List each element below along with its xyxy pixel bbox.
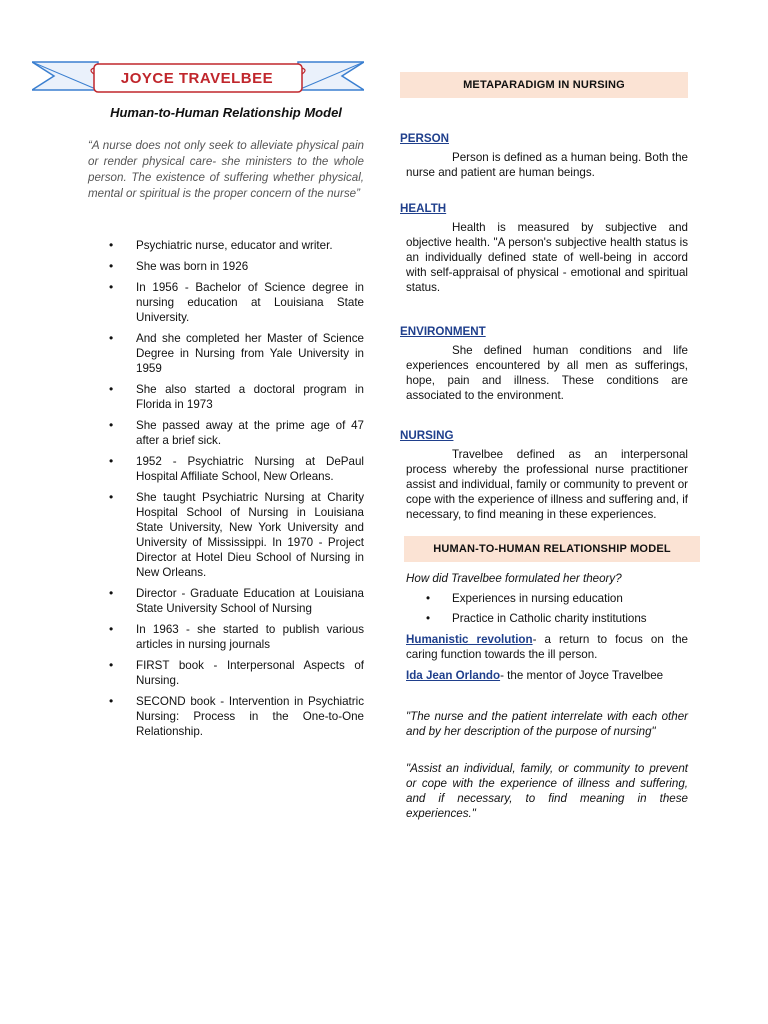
- title-banner: [32, 56, 364, 96]
- theory-sources-list: [400, 591, 688, 626]
- relationship-model-section-header: HUMAN-TO-HUMAN RELATIONSHIP MODEL: [404, 536, 700, 562]
- list-item: • She passed away at the prime age of 47 after a brief sick.: [88, 418, 364, 448]
- orlando-term: Ida Jean Orlando: [406, 669, 501, 682]
- nursing-definition-quote: "Assist an individual, family, or community to prevent or cope with the experience of illness and suffering, and if necessary, to find meaning in these experiences.": [406, 762, 688, 820]
- list-item: • SECOND book - Intervention in Psychiatric Nursing: Process in the One-to-One Relationship.: [88, 694, 364, 739]
- metaparadigm-section-header: METAPARADIGM IN NURSING: [400, 72, 688, 98]
- environment-paragraph: She defined human conditions and life experiences encountered by all men as sufferings, hope, pain and illness. These conditions are associated to the environment.: [406, 344, 688, 402]
- biography-list: [88, 238, 364, 739]
- list-item: • She was born in 1926: [88, 259, 364, 274]
- health-paragraph: Health is measured by subjective and objective health. "A person's subjective health status is an individually defined state of well-being in accord with self-appraisal of physical - emotional and spiritual status.: [406, 221, 688, 294]
- page-title: JOYCE TRAVELBEE: [120, 70, 274, 87]
- humanistic-revolution-term: Humanistic revolution: [406, 633, 533, 646]
- orlando-definition: Ida Jean Orlando- the mentor of Joyce Travelbee: [406, 669, 664, 682]
- list-item: • In 1956 - Bachelor of Science degree in nursing education at Louisiana State University.: [88, 280, 364, 325]
- humanistic-revolution-definition: Humanistic revolution- a return to focus on the caring function towards the ill person.: [406, 633, 688, 661]
- nursing-heading: NURSING: [400, 429, 454, 442]
- left-column: [88, 56, 364, 745]
- list-item: • 1952 - Psychiatric Nursing at DePaul Hospital Affiliate School, New Orleans.: [88, 454, 364, 484]
- list-item: • In 1963 - she started to publish various articles in nursing journals: [88, 622, 364, 652]
- health-heading: HEALTH: [400, 202, 447, 215]
- theory-question: How did Travelbee formulated her theory?: [406, 572, 622, 585]
- list-item: • FIRST book - Interpersonal Aspects of Nursing.: [88, 658, 364, 688]
- list-item: • Psychiatric nurse, educator and writer.: [88, 238, 364, 253]
- list-item: • She taught Psychiatric Nursing at Charity Hospital School of Nursing in Louisiana State University, New York University and University of Mississippi. In 1970 - Project Director at Hotel Dieu School of Nursing in New Orleans.: [88, 490, 364, 580]
- environment-heading: ENVIRONMENT: [400, 325, 486, 338]
- list-item: • She also started a doctoral program in Florida in 1973: [88, 382, 364, 412]
- nursing-paragraph: Travelbee defined as an interpersonal process whereby the professional nurse practitioner assist and individual, family or community to prevent or cope with the experience of illness and suffering and, if necessary, to find meaning in these experiences.: [406, 448, 688, 521]
- right-column: [400, 72, 688, 821]
- model-subtitle: Human-to-Human Relationship Model: [110, 105, 342, 120]
- list-item: • And she completed her Master of Science Degree in Nursing from Yale University in 1959: [88, 331, 364, 376]
- list-item: • Experiences in nursing education: [400, 591, 688, 606]
- list-item: • Practice in Catholic charity institutions: [400, 611, 688, 626]
- person-paragraph: Person is defined as a human being. Both the nurse and patient are human beings.: [406, 151, 688, 179]
- nursing-purpose-quote: "The nurse and the patient interrelate with each other and by her description of the purpose of nursing": [406, 710, 688, 738]
- person-heading: PERSON: [400, 132, 449, 145]
- travelbee-quote: “A nurse does not only seek to alleviate physical pain or render physical care- she ministers to the whole person. The existence of suffering whether physical, mental or spiritual is the proper concern of the nurse”: [88, 139, 364, 200]
- list-item: • Director - Graduate Education at Louisiana State University School of Nursing: [88, 586, 364, 616]
